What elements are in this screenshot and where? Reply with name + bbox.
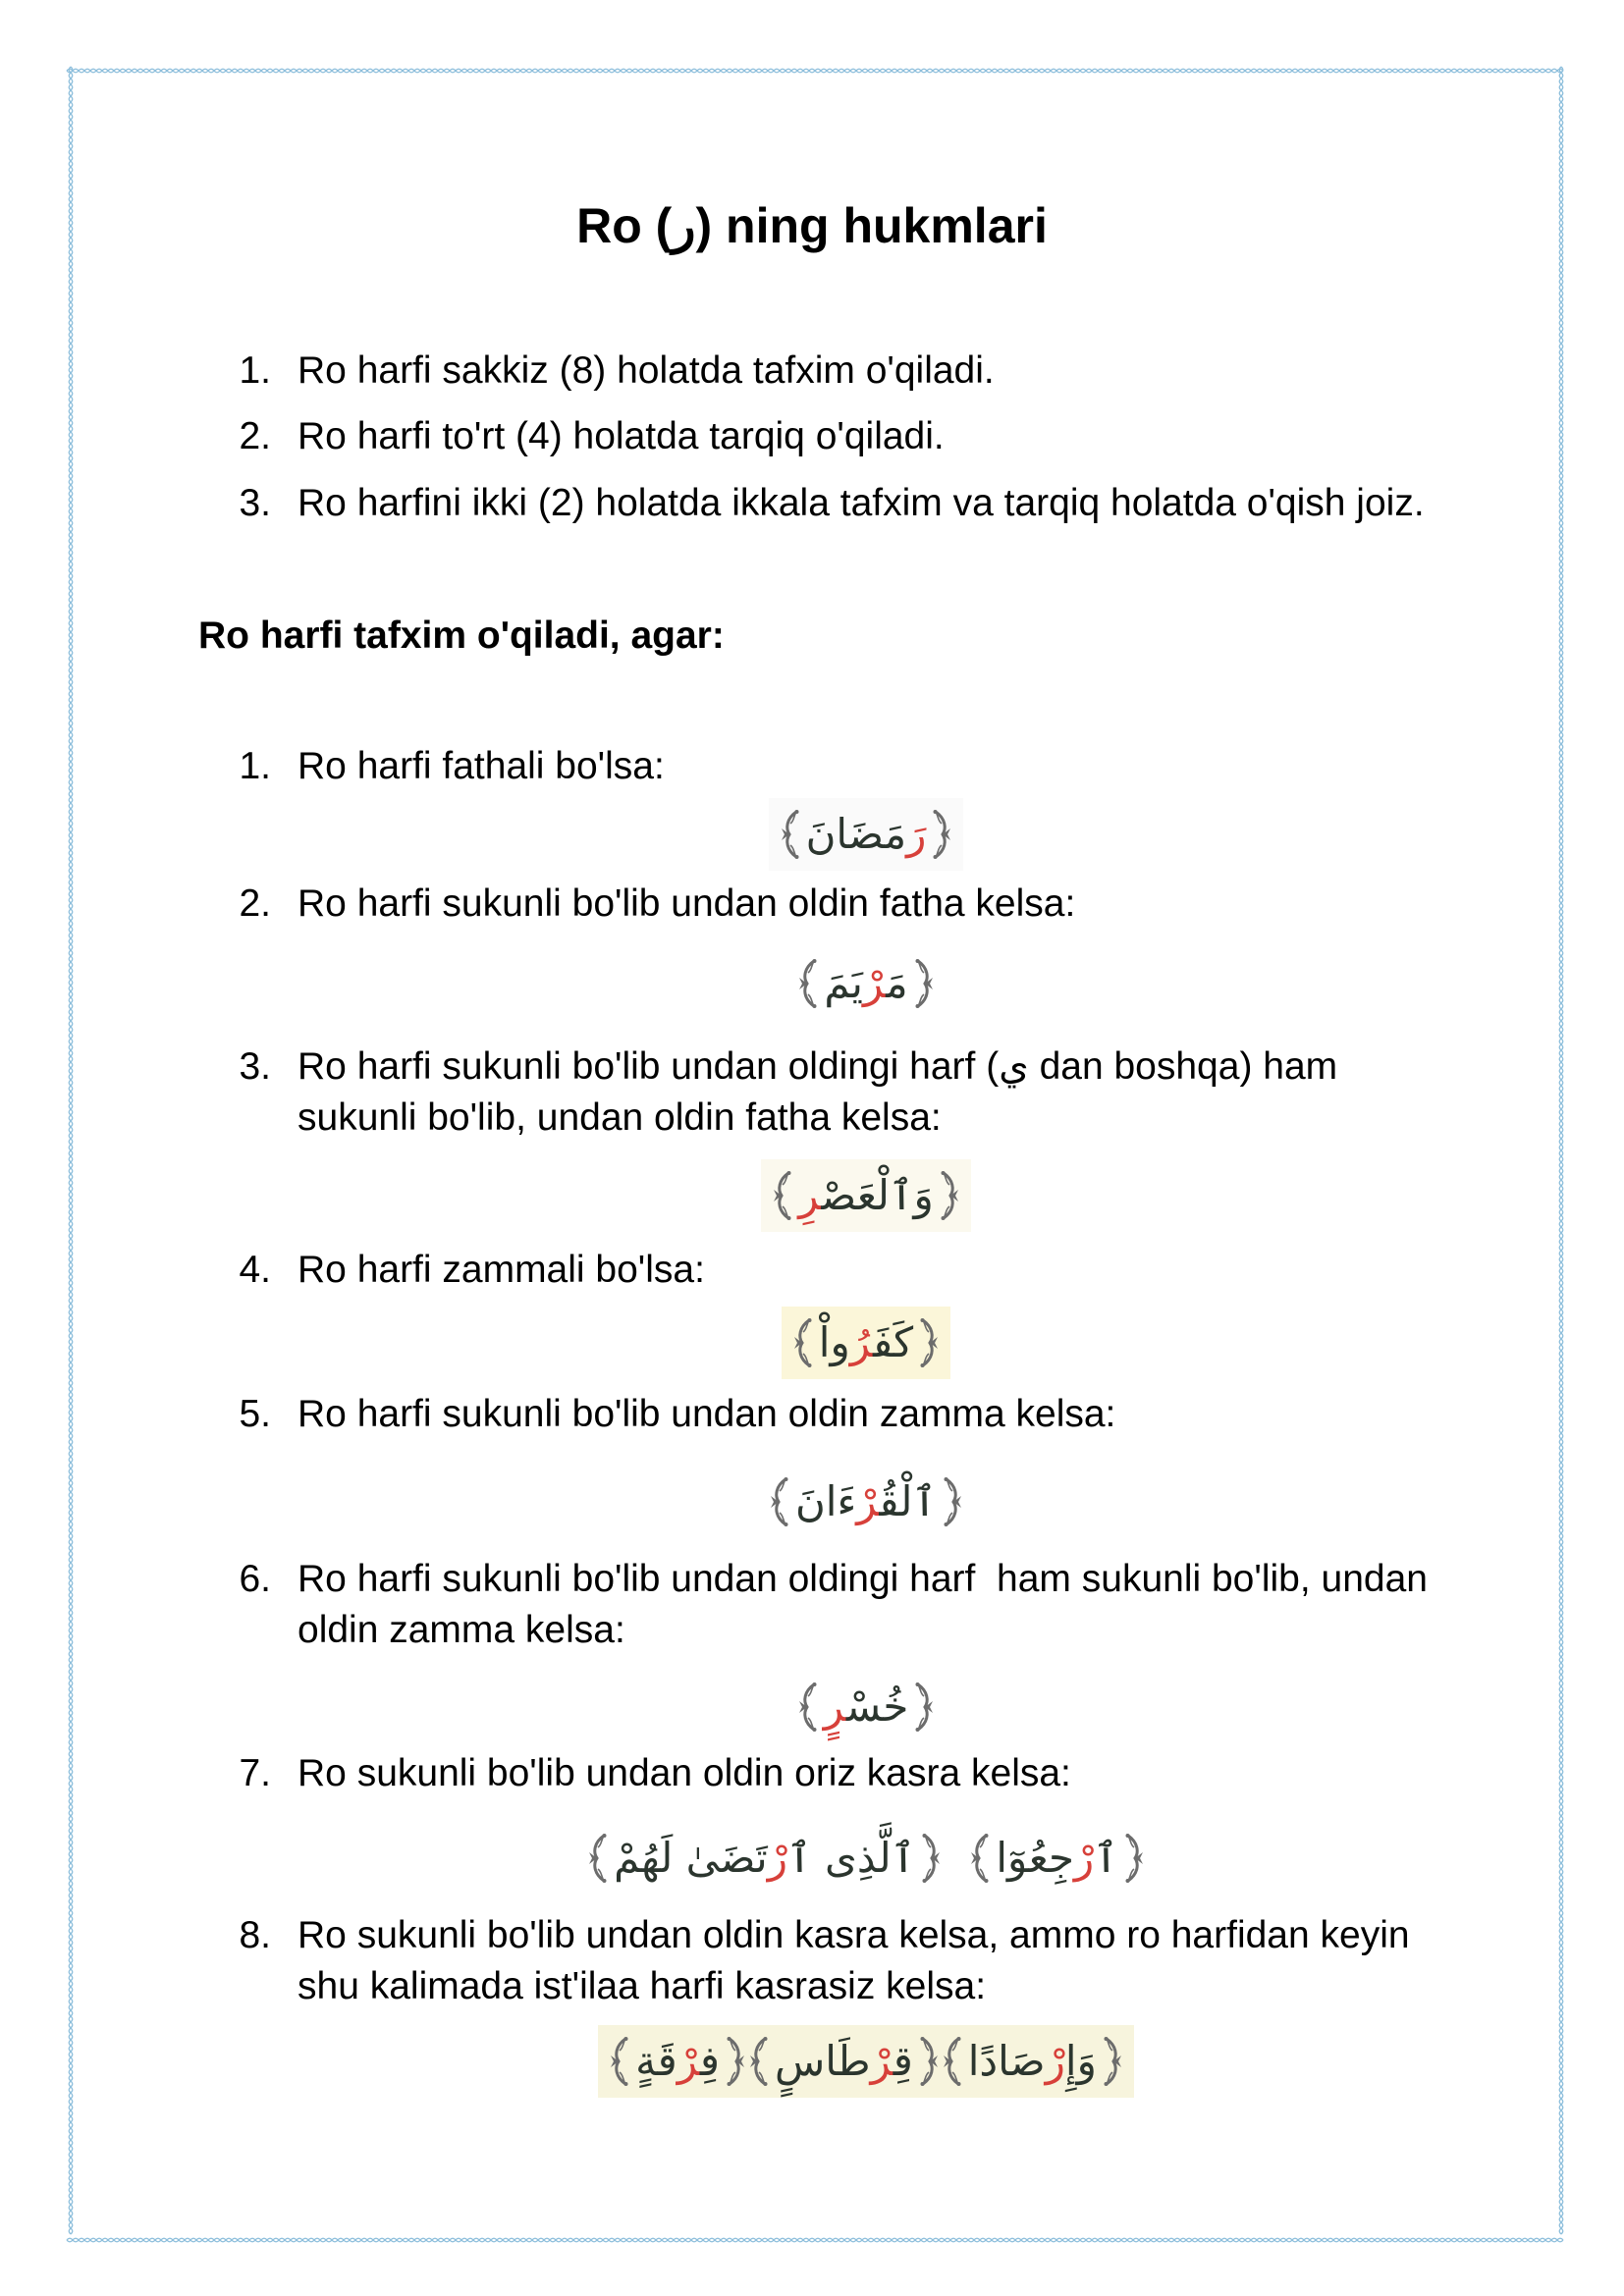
arabic-example-box xyxy=(782,1307,950,1379)
ra-letter-highlight: رِ xyxy=(798,1171,822,1219)
arabic-word-part: مَضَانَ xyxy=(805,810,907,858)
case-item-text: Ro harfi fathali bo'lsa: xyxy=(298,745,665,787)
case-item xyxy=(222,1389,1115,1440)
arabic-word xyxy=(747,2030,941,2093)
arabic-word xyxy=(771,1164,961,1227)
arabic-word-part: ٱلَّذِى ٱ xyxy=(787,1834,916,1882)
ra-letter-highlight: رْ xyxy=(767,1834,788,1882)
arabic-example-row xyxy=(298,1671,1435,1743)
ra-letter-highlight: رْ xyxy=(870,2037,893,2085)
case-item-text: Ro harfi sukunli bo'lib undan oldin zamma kelsa: xyxy=(298,1393,1116,1435)
arabic-example-box xyxy=(786,1671,947,1743)
arabic-example-box xyxy=(576,1822,1156,1895)
ra-letter-highlight: رٍ xyxy=(823,1682,846,1731)
ra-letter-highlight: رْ xyxy=(677,2037,700,2085)
case-item-text: Ro harfi zammali bo'lsa: xyxy=(298,1249,705,1291)
arabic-word-text xyxy=(813,1311,919,1374)
arabic-example-row xyxy=(298,1307,1435,1379)
arabic-example-row xyxy=(298,1159,1435,1232)
arabic-example-row xyxy=(298,1822,1435,1895)
arabic-word-text xyxy=(818,952,913,1015)
ornate-bracket-left-icon xyxy=(941,2035,962,2088)
arabic-example-row xyxy=(298,1466,1435,1538)
arabic-example-row xyxy=(298,947,1435,1020)
case-item xyxy=(222,879,1075,930)
ra-letter-highlight: رْ xyxy=(1073,1834,1095,1882)
ra-letter-highlight: رْ xyxy=(856,1477,880,1525)
case-item-number: 4. xyxy=(239,1249,271,1291)
arabic-word-part: صَادًا xyxy=(967,2037,1046,2085)
arabic-example-row xyxy=(298,2025,1435,2098)
arabic-word xyxy=(791,1311,941,1374)
ra-letter-highlight: رْ xyxy=(1045,2037,1065,2085)
ornate-bracket-right-icon xyxy=(921,1832,943,1885)
ornate-bracket-right-icon xyxy=(1124,1832,1146,1885)
ornate-bracket-right-icon xyxy=(914,957,936,1010)
case-item-text: sukunli bo'lib, undan oldin fatha kelsa: xyxy=(298,1096,942,1139)
arabic-example-box xyxy=(758,1466,974,1538)
section-heading: Ro harfi tafxim o'qiladi, agar: xyxy=(198,614,725,657)
case-item-number: 7. xyxy=(239,1752,271,1794)
case-item xyxy=(222,1554,1428,1656)
arabic-word-part: ٱلْقُ xyxy=(879,1477,938,1525)
arabic-word-part: يَمَ xyxy=(824,959,863,1007)
arabic-word xyxy=(608,2030,747,2093)
arabic-word-text xyxy=(789,1470,943,1533)
arabic-word xyxy=(779,803,954,866)
arabic-word-part: واْ xyxy=(818,1318,850,1366)
ornate-bracket-left-icon xyxy=(608,2035,629,2088)
case-item-text: Ro harfi sukunli bo'lib undan oldin fatha kelsa: xyxy=(298,882,1076,925)
arabic-word-part: خُسْ xyxy=(845,1682,909,1731)
ornate-bracket-left-icon xyxy=(586,1832,608,1885)
arabic-word-text xyxy=(608,1827,921,1890)
case-item-number: 3. xyxy=(239,1045,271,1088)
arabic-word-text xyxy=(800,803,933,866)
ornate-bracket-left-icon xyxy=(791,1316,813,1369)
arabic-word xyxy=(796,952,935,1015)
case-item-number: 2. xyxy=(239,882,271,925)
arabic-word-part: قَةٍ xyxy=(635,2037,677,2085)
case-item xyxy=(222,1748,1071,1799)
arabic-word-text xyxy=(818,1676,915,1738)
ornate-bracket-left-icon xyxy=(796,1681,818,1734)
arabic-word xyxy=(968,1827,1146,1890)
case-item-text: Ro harfi sukunli bo'lib undan oldingi harf ham sukunli bo'lib, undan xyxy=(298,1558,1428,1600)
arabic-word-text xyxy=(792,1164,940,1227)
ornate-bracket-left-icon xyxy=(796,957,818,1010)
arabic-example-box xyxy=(786,947,945,1020)
ornate-bracket-left-icon xyxy=(771,1169,792,1222)
arabic-word-part: طَاسٍ xyxy=(775,2037,871,2085)
arabic-example-row xyxy=(298,798,1435,871)
arabic-word-part: تَضَىٰ لَهُمْ xyxy=(614,1834,768,1882)
list-item-text: Ro harfini ikki (2) holatda ikkala tafxim va tarqiq holatda o'qish joiz. xyxy=(298,482,1425,524)
list-item-number: 2. xyxy=(239,415,271,457)
case-item xyxy=(222,1041,1337,1144)
arabic-word-part: كَفَ xyxy=(872,1318,914,1366)
case-item-text: Ro sukunli bo'lib undan oldin kasra kelsa, ammo ro harfidan keyin xyxy=(298,1914,1410,1956)
arabic-word xyxy=(586,1827,943,1890)
ornate-bracket-right-icon xyxy=(940,1169,961,1222)
page-title: Ro (ر) ning hukmlari xyxy=(576,198,1048,253)
case-item xyxy=(222,741,665,792)
arabic-word-part: ٱ xyxy=(1094,1834,1118,1882)
ornate-bracket-right-icon xyxy=(919,2035,941,2088)
arabic-word-text xyxy=(629,2030,726,2093)
list-item xyxy=(222,346,995,397)
list-item xyxy=(222,478,1425,529)
case-item-number: 5. xyxy=(239,1393,271,1435)
ornate-bracket-right-icon xyxy=(726,2035,747,2088)
ornate-bracket-right-icon xyxy=(943,1475,964,1528)
ornate-bracket-left-icon xyxy=(779,808,800,861)
case-item-text: oldin zamma kelsa: xyxy=(298,1609,625,1651)
arabic-word-text xyxy=(769,2030,919,2093)
ra-letter-highlight: رْ xyxy=(862,959,887,1007)
case-item-text: Ro sukunli bo'lib undan oldin oriz kasra kelsa: xyxy=(298,1752,1071,1794)
ornate-bracket-left-icon xyxy=(747,2035,769,2088)
arabic-example-box xyxy=(769,798,964,871)
list-item-number: 1. xyxy=(239,349,271,392)
arabic-word-text xyxy=(990,1827,1124,1890)
arabic-word-part: مَ xyxy=(886,959,908,1007)
arabic-word-text xyxy=(962,2030,1103,2093)
ra-letter-highlight: رُ xyxy=(849,1318,873,1366)
arabic-word-part: ءَانَ xyxy=(794,1477,857,1525)
case-item xyxy=(222,1910,1410,2012)
ornate-bracket-right-icon xyxy=(914,1681,936,1734)
case-item-number: 1. xyxy=(239,745,271,787)
case-item-text: Ro harfi sukunli bo'lib undan oldingi harf (ي dan boshqa) ham xyxy=(298,1045,1338,1088)
list-item-text: Ro harfi to'rt (4) holatda tarqiq o'qiladi. xyxy=(298,415,945,457)
arabic-word xyxy=(941,2030,1124,2093)
arabic-word-part: جِعُوٓا xyxy=(996,1834,1074,1882)
ornate-bracket-right-icon xyxy=(932,808,953,861)
case-item-number: 6. xyxy=(239,1558,271,1600)
ra-letter-highlight: رَ xyxy=(906,810,927,858)
arabic-word-part: وَإِ xyxy=(1064,2037,1097,2085)
case-item-text: shu kalimada ist'ilaa harfi kasrasiz kelsa: xyxy=(298,1965,987,2007)
ornate-bracket-left-icon xyxy=(768,1475,789,1528)
case-item xyxy=(222,1245,705,1296)
list-item-number: 3. xyxy=(239,482,271,524)
list-item-text: Ro harfi sakkiz (8) holatda tafxim o'qiladi. xyxy=(298,349,995,392)
arabic-example-box xyxy=(598,2025,1134,2098)
arabic-word-part: وَٱلْعَصْ xyxy=(821,1171,934,1219)
arabic-word-part: قِ xyxy=(893,2037,913,2085)
arabic-word-part: فِ xyxy=(699,2037,720,2085)
case-item-number: 8. xyxy=(239,1914,271,1956)
arabic-word xyxy=(768,1470,964,1533)
arabic-example-box xyxy=(761,1159,971,1232)
ornate-bracket-right-icon xyxy=(1103,2035,1124,2088)
arabic-word xyxy=(796,1676,937,1738)
list-item xyxy=(222,411,945,462)
ornate-bracket-left-icon xyxy=(968,1832,990,1885)
ornate-bracket-right-icon xyxy=(919,1316,941,1369)
